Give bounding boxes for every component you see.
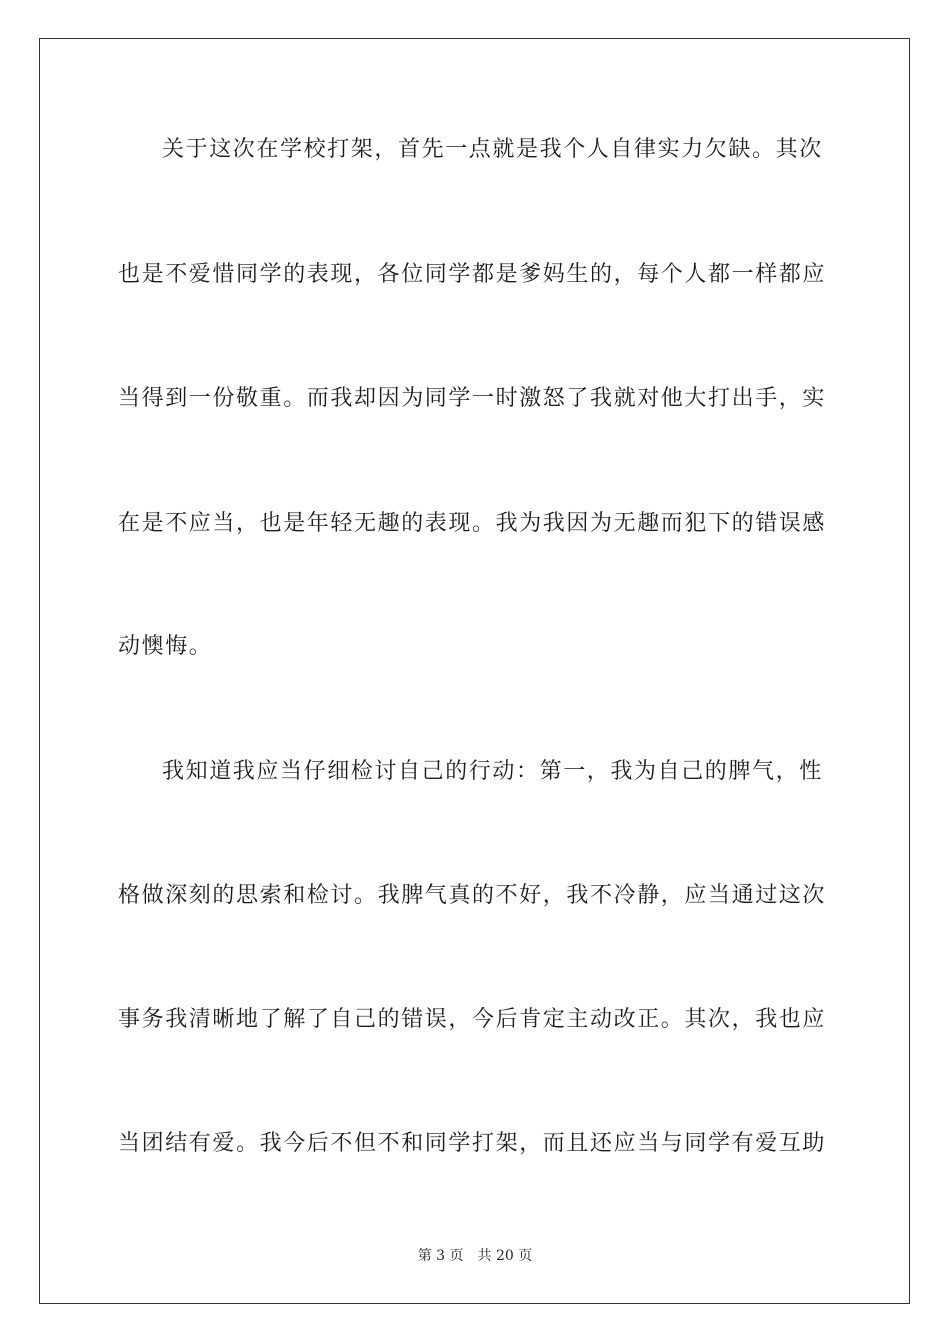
text-line: 动懊悔。 (118, 634, 213, 659)
text-line: 格做深刻的思索和检讨。我脾气真的不好，我不冷静，应当通过这次 (118, 883, 827, 908)
page-number: 第 3 页 共 20 页 (417, 1248, 533, 1264)
text-line: 也是不爱惜同学的表现，各位同学都是爹妈生的，每个人都一样都应 (118, 262, 827, 287)
page-border (39, 38, 910, 1304)
text-line: 当得到一份敬重。而我却因为同学一时激怒了我就对他大打出手，实 (118, 386, 827, 411)
text-line: 我知道我应当仔细检讨自己的行动：第一，我为自己的脾气，性 (162, 759, 823, 784)
text-line: 关于这次在学校打架，首先一点就是我个人自律实力欠缺。其次 (162, 137, 823, 162)
text-line: 当团结有爱。我今后不但不和同学打架，而且还应当与同学有爱互助 (118, 1131, 827, 1156)
text-line: 在是不应当，也是年轻无趣的表现。我为我因为无趣而犯下的错误感 (118, 511, 827, 536)
text-line: 事务我清晰地了解了自己的错误，今后肯定主动改正。其次，我也应 (118, 1007, 827, 1032)
